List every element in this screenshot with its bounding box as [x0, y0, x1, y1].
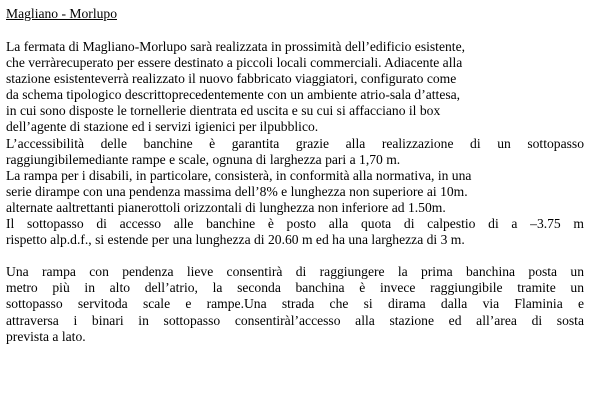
text-line: rispetto alp.d.f., si estende per una lunghezza di 20.60 m ed ha una larghezza di 3 m. [6, 232, 465, 248]
section-heading: Magliano - Morlupo [6, 6, 118, 21]
text-line: L’accessibilità delle banchine è garantita grazie alla realizzazione di un sottopasso [6, 135, 584, 151]
text-line: in cui sono disposte le tornellerie dientrata ed uscita e su cui si affacciano il box [6, 103, 441, 119]
text-line: metro più in alto dell’atrio, la seconda banchina è invece raggiungibile tramite un [6, 280, 584, 296]
text-line: serie dirampe con una pendenza massima dell’8% e lunghezza non superiore ai 10m. [6, 183, 468, 199]
text-line: alternate aaltrettanti pianerottoli orizzontali di lunghezza non inferiore ad 1.50m. [6, 199, 446, 215]
text-line: sottopasso servitoda scale e rampe.Una strada che si dirama dalla via Flaminia e [6, 296, 584, 312]
paragraph-rampa [6, 264, 584, 344]
text-line: da schema tipologico descrittoprecedentemente con un ambiente atrio-sala d’attesa, [6, 87, 461, 103]
text-line: La fermata di Magliano-Morlupo sarà realizzata in prossimità dell’edificio esistente, [6, 39, 465, 54]
text-line: La rampa per i disabili, in particolare, consisterà, in conformità alla normativa, in una [6, 167, 472, 183]
text-line: Una rampa con pendenza lieve consentirà di raggiungere la prima banchina posta un [6, 264, 584, 280]
paragraph-fermata [6, 39, 584, 248]
text-line: Il sottopasso di accesso alle banchine è posto alla quota di calpestio di a –3.75 m [6, 216, 584, 232]
text-line: attraversa i binari in sottopasso consentiràl’accesso alla stazione ed all’area di sosta [6, 312, 584, 328]
document-page [6, 6, 584, 345]
text-line: raggiungibilemediante rampe e scale, ognuna di larghezza pari a 1,70 m. [6, 151, 401, 167]
text-line: che verràrecuperato per essere destinato a piccoli locali commerciali. Adiacente alla [6, 55, 463, 71]
text-line: dell’agente di stazione ed i servizi igienici per ilpubblico. [6, 119, 319, 135]
text-line: stazione esistenteverrà realizzato il nuovo fabbricato viaggiatori, configurato come [6, 71, 457, 87]
text-line: prevista a lato. [6, 328, 86, 344]
